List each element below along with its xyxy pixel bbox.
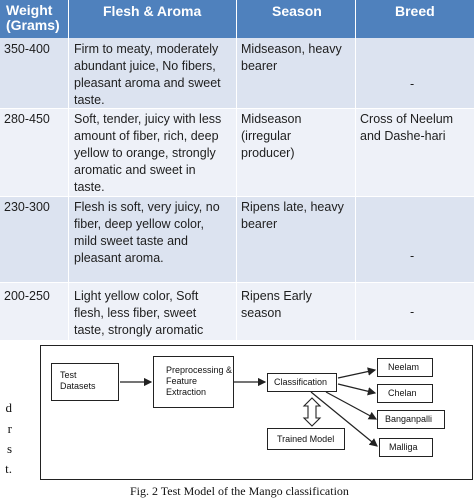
column-divider [355, 0, 356, 340]
trained-model-box: Trained Model [267, 428, 345, 450]
table-row [0, 38, 474, 108]
arrow-to-neelam [338, 370, 375, 378]
row-divider [0, 196, 474, 197]
cell-flesh: Soft, tender, juicy with less amount of fiber, rich, deep yellow to orange, strongly aromatic and sweet in taste. [74, 112, 222, 194]
arrow-to-banganpalli [326, 392, 376, 419]
class-neelam-box: Neelam [377, 358, 433, 377]
body-text-fragment: d [5, 400, 12, 415]
cell-season: Ripens late, heavy bearer [241, 200, 344, 231]
class-chelan-box: Chelan [377, 384, 433, 403]
body-text-fragment: s [6, 441, 12, 456]
table-header-row [0, 0, 474, 38]
table-row [0, 196, 474, 282]
arrow-to-chelan [338, 384, 375, 393]
cell-weight: 200-250 [4, 289, 50, 303]
cell-flesh: Flesh is soft, very juicy, no fiber, deep yellow color, mild sweet taste and pleasant aroma. [74, 200, 220, 265]
column-divider [236, 0, 237, 340]
table-row [0, 282, 474, 340]
header-flesh-aroma: Flesh & Aroma [103, 3, 202, 19]
cell-breed: - [410, 249, 415, 263]
class-banganpalli-box: Banganpalli [377, 410, 445, 429]
cell-weight: 350-400 [4, 42, 50, 56]
row-divider [0, 108, 474, 109]
cell-breed: - [410, 77, 415, 91]
cell-weight: 230-300 [4, 200, 50, 214]
classification-box: Classification [267, 373, 337, 392]
cell-breed: - [410, 305, 415, 319]
column-divider [68, 0, 69, 340]
table-row [0, 108, 474, 196]
header-weight: Weight (Grams) [6, 2, 60, 33]
cell-flesh: Light yellow color, Soft flesh, less fiber, sweet taste, strongly aromatic [74, 289, 204, 337]
row-divider [0, 282, 474, 283]
test-datasets-box: Test Datasets [51, 363, 119, 401]
class-malliga-box: Malliga [379, 438, 433, 457]
figure-caption: Fig. 2 Test Model of the Mango classification [130, 484, 349, 498]
header-season: Season [272, 3, 322, 19]
double-arrow-classification-trained-model [304, 398, 320, 426]
cell-season: Midseason (irregular producer) [241, 112, 302, 160]
body-text-fragment: r [7, 421, 12, 436]
cell-weight: 280-450 [4, 112, 50, 126]
test-model-diagram [40, 345, 473, 480]
preprocessing-box: Preprocessing & Feature Extraction [153, 356, 234, 408]
cell-season: Midseason, heavy bearer [241, 42, 342, 73]
cell-flesh: Firm to meaty, moderately abundant juice, No fibers, pleasant aroma and sweet taste. [74, 42, 221, 107]
body-text-fragment: t. [5, 461, 12, 476]
cell-breed: Cross of Neelum and Dashe-hari [360, 112, 454, 143]
header-breed: Breed [395, 3, 435, 19]
cell-season: Ripens Early season [241, 289, 312, 320]
